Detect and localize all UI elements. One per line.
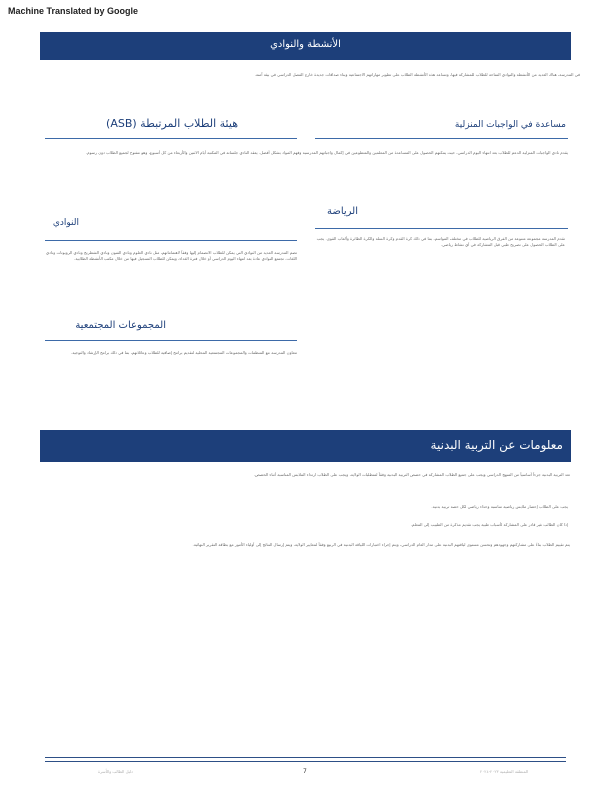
pe-paragraph-3: إذا كان الطالب غير قادر على المشاركة لأسباب طبية يجب تقديم مذكرة من الطبيب إلى المعلم. — [410, 522, 568, 527]
activities-intro: في المدرسة، هناك العديد من الأنشطة والنوادي المتاحة للطلاب للمشاركة فيها، وتساعد هذه الأنشطة الطلاب على تطوير مهاراتهم الاجتماعية وبناء صداقات جديدة خارج الفصل الدراسي في بيئة آمنة. — [254, 72, 580, 77]
machine-translated-label: Machine Translated by Google — [8, 6, 139, 16]
asb-heading: هيئة الطلاب المرتبطة (ASB) — [106, 117, 238, 130]
footer-rule-bottom — [45, 761, 566, 762]
clubs-rule — [45, 240, 297, 241]
homework-heading: مساعدة في الواجبات المنزلية — [454, 120, 566, 130]
clubs-heading: النوادي — [52, 218, 79, 228]
sports-heading: الرياضة — [326, 206, 358, 217]
clubs-text: تضم المدرسة العديد من النوادي التي يمكن للطلاب الانضمام إليها وفقاً لاهتماماتهم، مثل نادي العلوم ونادي الفنون ونادي الشطرنج ونادي الروبوتات ونادي اللغات. تجتمع النوادي عادة بعد انتهاء اليوم الدراسي أو خلال فترة الغداء، ويمكن للطلاب التسجيل فيها من خلال مكتب الأنشطة الطلابية. — [46, 250, 297, 261]
activities-banner — [40, 32, 571, 60]
activities-title: الأنشطة والنوادي — [270, 39, 341, 50]
homework-asb-text: يقدم نادي الواجبات المنزلية الدعم للطلاب بعد انتهاء اليوم الدراسي، حيث يمكنهم الحصول على المساعدة من المعلمين والمتطوعين في إكمال واجباتهم المدرسية وفهم المواد بشكل أفضل. يعقد النادي جلساته في المكتبة أيام الاثنين والأربعاء من كل أسبوع، وهو مفتوح لجميع الطلاب دون رسوم. — [85, 150, 568, 155]
sports-text: تقدم المدرسة مجموعة متنوعة من الفرق الرياضية للطلاب في مختلف المواسم، بما في ذلك كرة القدم وكرة السلة والكرة الطائرة وألعاب القوى. يجب على الطلاب الحصول على تصريح طبي قبل المشاركة في أي نشاط رياضي. — [316, 236, 565, 247]
footer-left-text: دليل الطالب والأسرة — [98, 769, 133, 774]
pe-title: معلومات عن التربية البدنية — [430, 438, 563, 452]
footer-right-text: المنطقة التعليمية ٢٠٢٣-٢٠٢٤ — [480, 769, 529, 774]
community-text: تتعاون المدرسة مع المنظمات والمجموعات المجتمعية المحلية لتقديم برامج إضافية للطلاب وعائلاتهم، بما في ذلك برامج الإرشاد والتوجيه. — [71, 350, 297, 355]
pe-paragraph-4: يتم تقييم الطلاب بناءً على مشاركتهم وجهودهم وتحسن مستوى لياقتهم البدنية على مدار العام الدراسي، ويتم إجراء اختبارات اللياقة البدنية في الربيع وفقاً لمعايير الولاية، ويتم إرسال النتائج إلى أولياء الأمور مع بطاقة التقرير النهائية. — [192, 542, 570, 547]
asb-rule — [45, 138, 297, 139]
homework-rule — [315, 138, 568, 139]
community-heading: المجموعات المجتمعية — [75, 320, 166, 331]
pe-banner — [40, 430, 571, 462]
footer-rule-top — [45, 757, 566, 758]
pe-paragraph-1: تعد التربية البدنية جزءاً أساسياً من المنهج الدراسي ويجب على جميع الطلاب المشاركة في حصص التربية البدنية وفقاً لمتطلبات الولاية، ويجب على الطلاب ارتداء الملابس المناسبة أثناء الحصص. — [253, 472, 570, 477]
pe-paragraph-2: يجب على الطلاب إحضار ملابس رياضية مناسبة وحذاء رياضي لكل حصة تربية بدنية. — [431, 504, 568, 509]
page-number: 7 — [303, 768, 307, 775]
community-rule — [45, 340, 297, 341]
sports-rule — [315, 228, 568, 229]
